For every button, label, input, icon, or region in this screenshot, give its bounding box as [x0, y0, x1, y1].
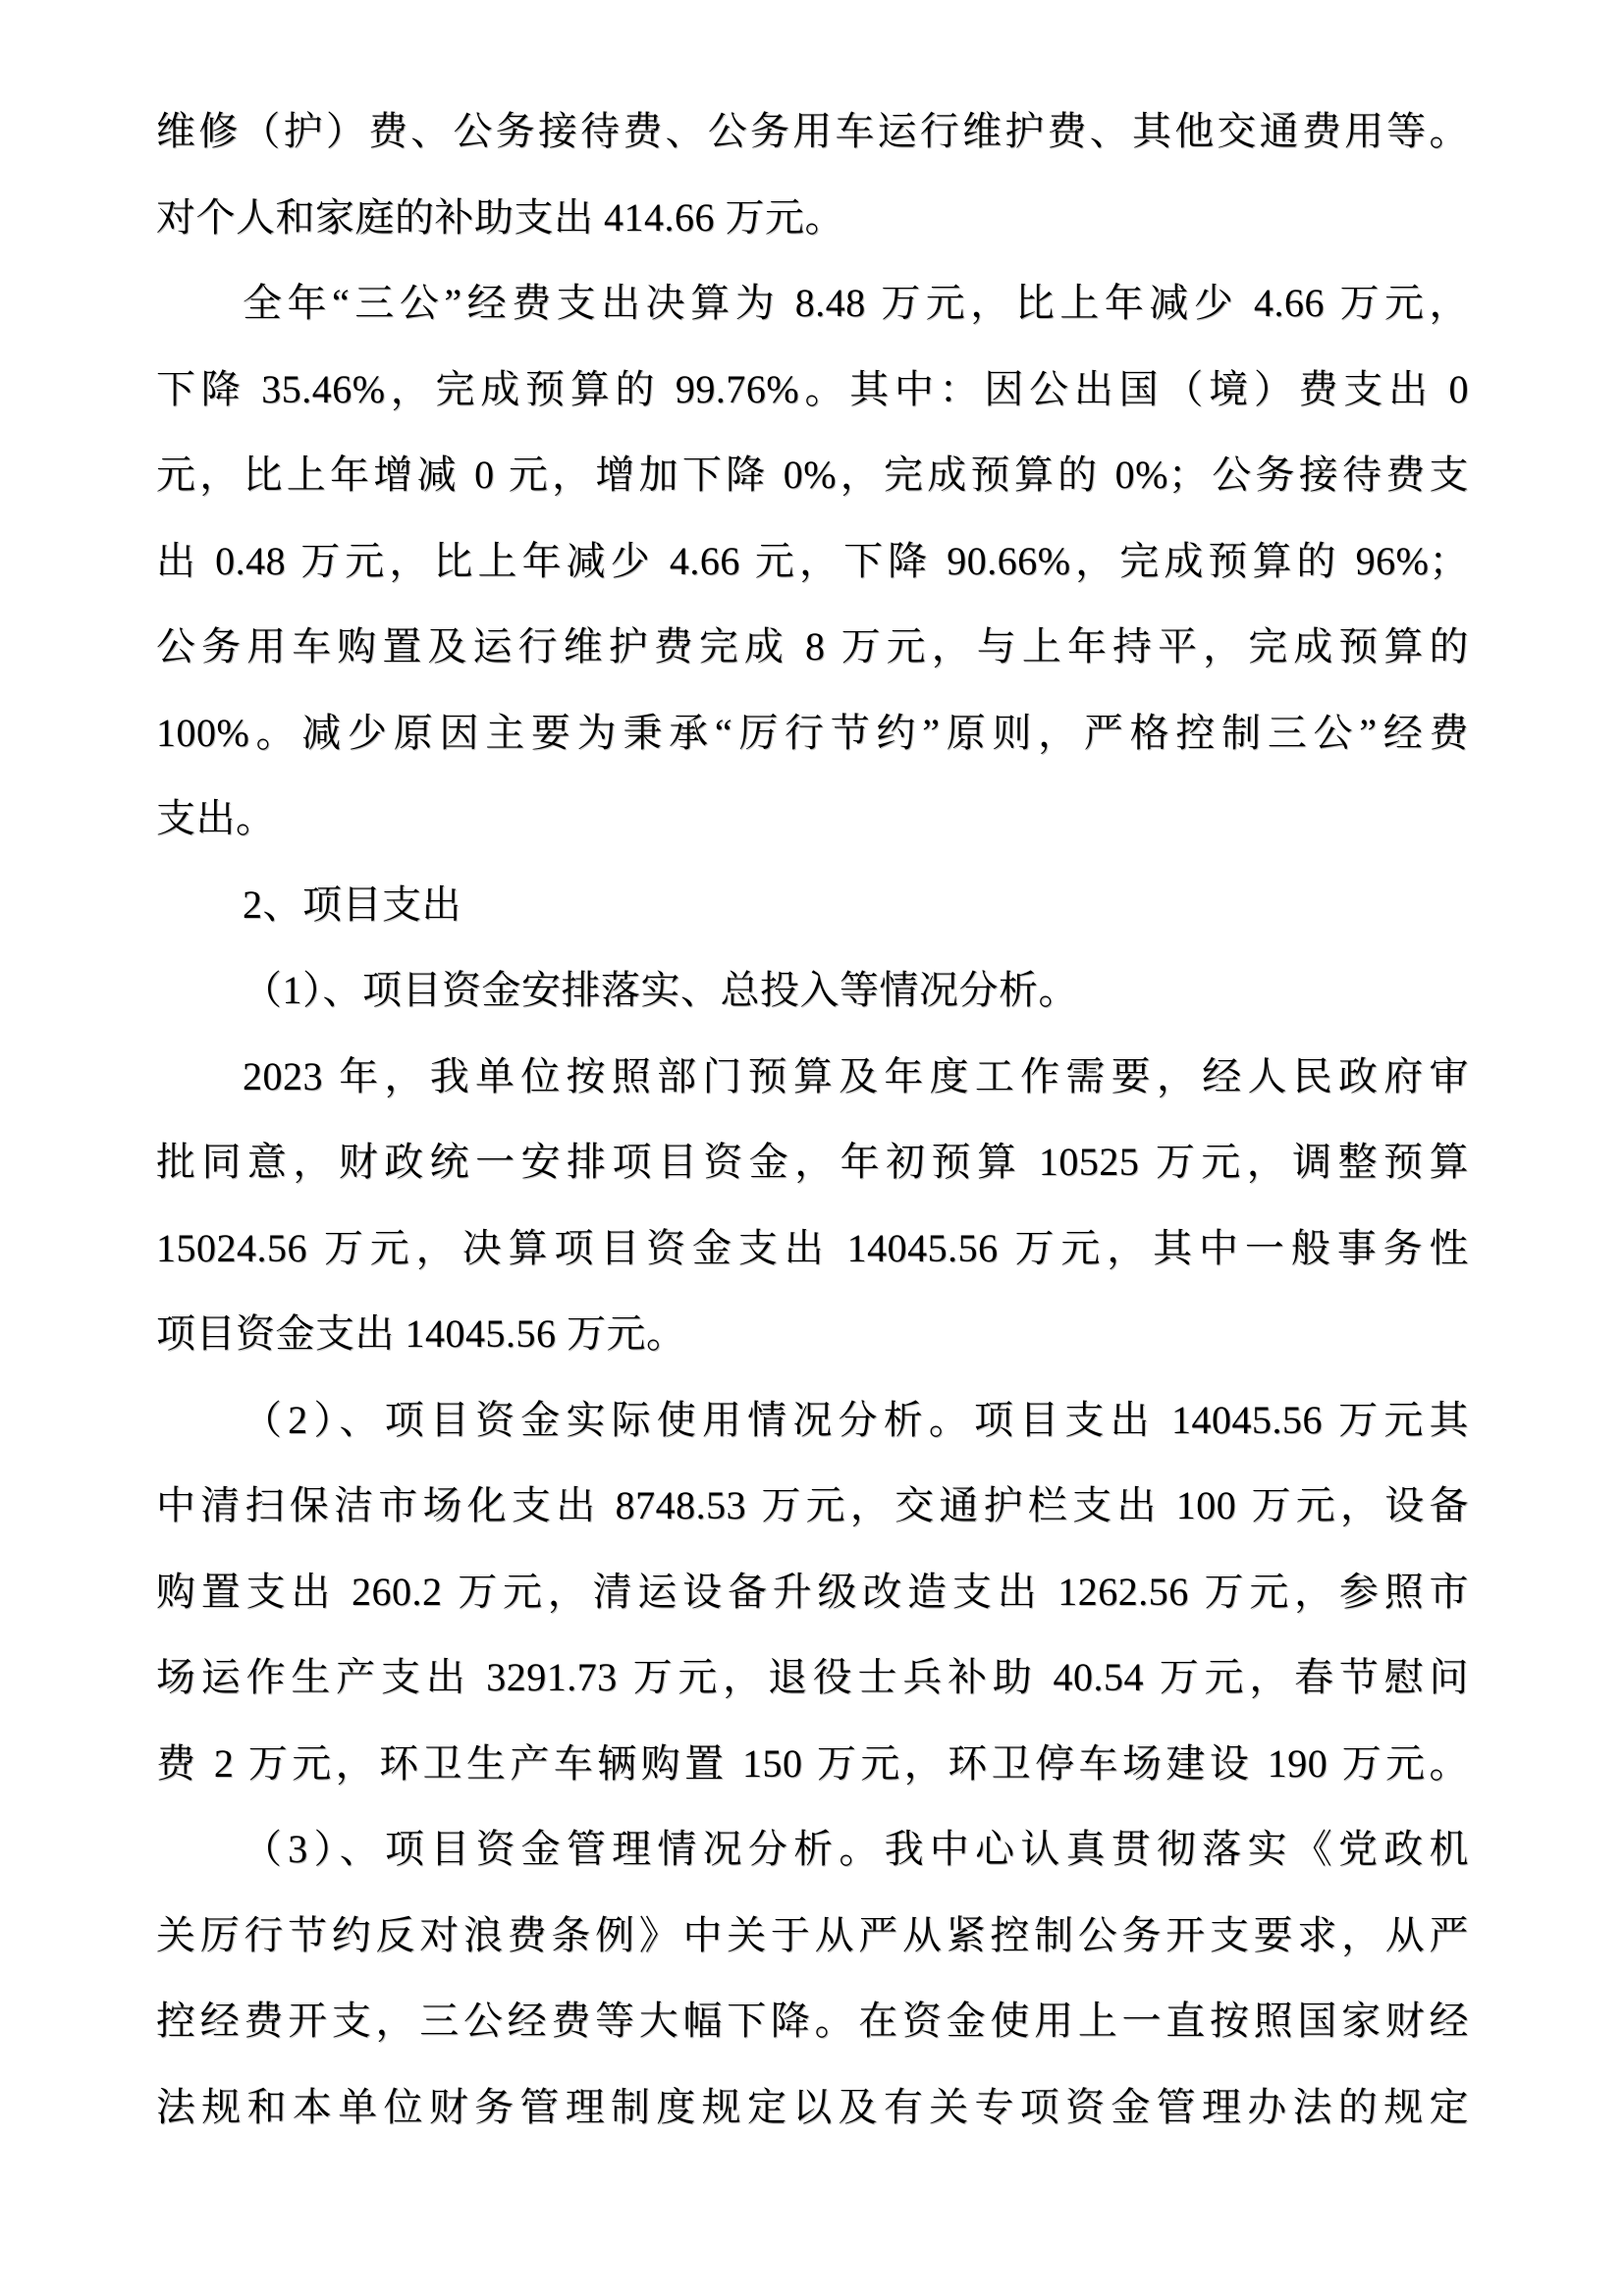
document-line: 关厉行节约反对浪费条例》中关于从严从紧控制公务开支要求，从严 [156, 1912, 1469, 1957]
document-line: 对个人和家庭的补助支出 414.66 万元。 [156, 194, 844, 240]
document-line: 15024.56 万元，决算项目资金支出 14045.56 万元，其中一般事务性 [156, 1225, 1469, 1270]
document-line: 2、项目支出 [243, 881, 461, 927]
document-line: 控经费开支，三公经费等大幅下降。在资金使用上一直按照国家财经 [156, 1999, 1469, 2043]
document-line: 场运作生产支出 3291.73 万元，退役士兵补助 40.54 万元，春节慰问 [156, 1655, 1469, 1699]
document-line: 2023 年，我单位按照部门预算及年度工作需要，经人民政府审 [243, 1053, 1469, 1098]
document-line: （3）、项目资金管理情况分析。我中心认真贯彻落实《党政机 [243, 1827, 1469, 1871]
document-line: 法规和本单位财务管理制度规定以及有关专项资金管理办法的规定 [156, 2084, 1469, 2129]
document-text-block [156, 88, 1469, 2150]
document-line: （2）、项目资金实际使用情况分析。项目支出 14045.56 万元其 [243, 1397, 1469, 1442]
document-line: 下降 35.46%，完成预算的 99.76%。其中：因公出国（境）费支出 0 [156, 366, 1469, 411]
document-line: 支出。 [156, 796, 276, 840]
document-line: 中清扫保洁市场化支出 8748.53 万元，交通护栏支出 100 万元，设备 [156, 1483, 1469, 1527]
document-line: 100%。减少原因主要为秉承“厉行节约”原则，严格控制三公”经费 [156, 710, 1469, 755]
document-line: 出 0.48 万元，比上年减少 4.66 元，下降 90.66%，完成预算的 96%； [156, 538, 1469, 583]
document-line: 元，比上年增减 0 元，增加下降 0%，完成预算的 0%；公务接待费支 [156, 453, 1469, 497]
document-line: 维修（护）费、公务接待费、公务用车运行维护费、其他交通费用等。 [156, 109, 1469, 153]
document-line: （1）、项目资金安排落实、总投入等情况分析。 [243, 968, 1078, 1012]
document-line: 全年“三公”经费支出决算为 8.48 万元，比上年减少 4.66 万元， [243, 281, 1469, 325]
document-line: 项目资金支出 14045.56 万元。 [156, 1311, 686, 1356]
document-line: 批同意，财政统一安排项目资金，年初预算 10525 万元，调整预算 [156, 1140, 1469, 1184]
document-line: 购置支出 260.2 万元，清运设备升级改造支出 1262.56 万元，参照市 [156, 1569, 1469, 1614]
document-line: 公务用车购置及运行维护费完成 8 万元，与上年持平，完成预算的 [156, 624, 1469, 668]
document-line: 费 2 万元，环卫生产车辆购置 150 万元，环卫停车场建设 190 万元。 [156, 1740, 1469, 1786]
